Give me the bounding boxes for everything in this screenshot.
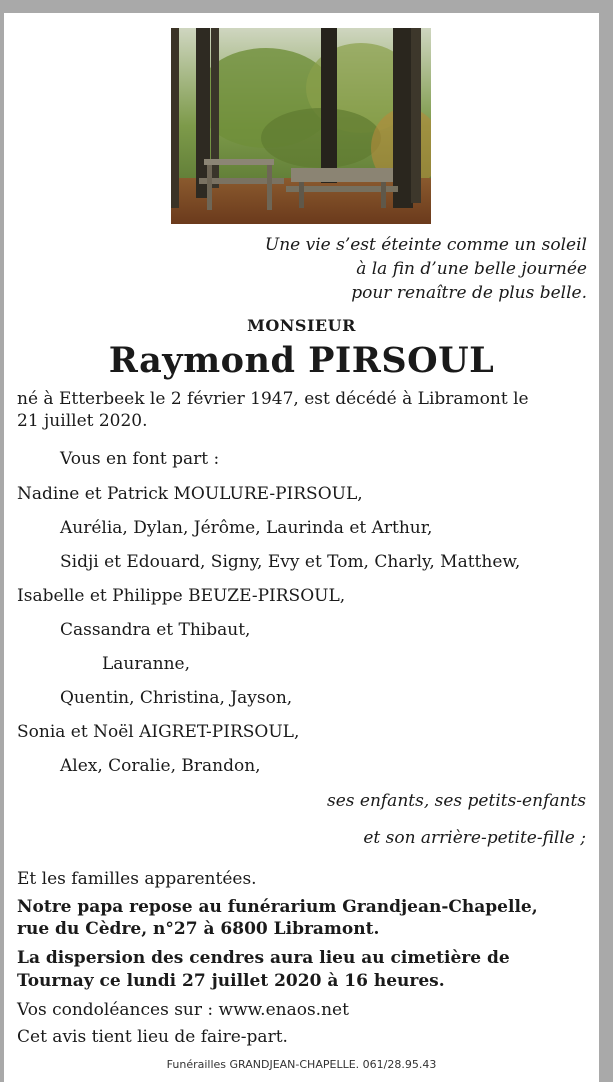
quote-line-3: pour renaître de plus belle.	[351, 283, 587, 303]
forest-benches-image	[171, 28, 431, 224]
relations-line-2: et son arrière-petite-fille ;	[363, 828, 586, 848]
dispersion-line-2: Tournay ce lundi 27 juillet 2020 à 16 heures.	[17, 971, 445, 991]
relations-line-1: ses enfants, ses petits-enfants	[326, 791, 586, 811]
dispersion-line-1: La dispersion des cendres aura lieu au cimetière de	[17, 948, 510, 968]
memorial-quote	[265, 233, 587, 305]
family-line: Alex, Coralie, Brandon,	[60, 756, 261, 776]
condolences-line: Vos condoléances sur : www.enaos.net	[17, 1000, 349, 1020]
birth-death-line-1: né à Etterbeek le 2 février 1947, est décédé à Libramont le	[17, 389, 529, 409]
repose-line-2: rue du Cèdre, n°27 à 6800 Libramont.	[17, 919, 380, 939]
family-line: Lauranne,	[102, 654, 190, 674]
family-line: Nadine et Patrick MOULURE-PIRSOUL,	[17, 484, 363, 504]
honorific: MONSIEUR	[247, 316, 356, 335]
birth-death-line-2: 21 juillet 2020.	[17, 411, 148, 431]
family-line: Sonia et Noël AIGRET-PIRSOUL,	[17, 722, 300, 742]
family-line: Isabelle et Philippe BEUZE-PIRSOUL,	[17, 586, 346, 606]
family-line: Quentin, Christina, Jayson,	[60, 688, 293, 708]
families-line: Et les familles apparentées.	[17, 869, 257, 889]
notice-line: Cet avis tient lieu de faire-part.	[17, 1027, 288, 1047]
family-line: Aurélia, Dylan, Jérôme, Laurinda et Arthur,	[60, 518, 433, 538]
quote-line-2: à la fin d’une belle journée	[356, 259, 587, 279]
deceased-name: Raymond PIRSOUL	[108, 340, 495, 381]
obituary-card	[4, 13, 599, 1082]
repose-line-1: Notre papa repose au funérarium Grandjean-Chapelle,	[17, 897, 538, 917]
family-line: Sidji et Edouard, Signy, Evy et Tom, Charly, Matthew,	[60, 552, 521, 572]
funeral-home-footer: Funérailles GRANDJEAN-CHAPELLE. 061/28.95.43	[166, 1058, 437, 1071]
quote-line-1: Une vie s’est éteinte comme un soleil	[264, 235, 587, 255]
family-line: Cassandra et Thibaut,	[60, 620, 251, 640]
announce-line: Vous en font part :	[60, 449, 220, 469]
